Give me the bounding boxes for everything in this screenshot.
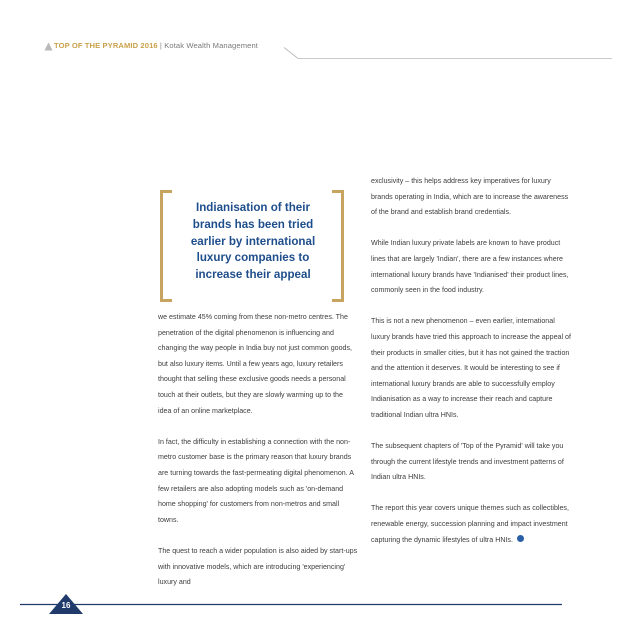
triangle-icon bbox=[44, 42, 53, 51]
paragraph: The subsequent chapters of 'Top of the Pyramid' will take you through the current lifestyle trends and investment patterns of Indian ultra HNIs. bbox=[371, 442, 564, 482]
paragraph: exclusivity – this helps address key imperatives for luxury brands operating in India, which are to increase the awareness of the brand and establish brand credentials. bbox=[371, 177, 569, 217]
pull-quote bbox=[160, 190, 346, 298]
text-column-right bbox=[371, 174, 571, 564]
pull-quote-text: Indianisation of their brands has been tried earlier by international luxury companies to increase their appeal bbox=[190, 201, 316, 282]
page-number: 16 bbox=[61, 601, 71, 610]
paragraph: The quest to reach a wider population is also aided by start-ups with innovative models, which are introducing 'experiencing' luxury and bbox=[158, 546, 358, 587]
paragraph-text: The report this year covers unique themes such as collectibles, renewable energy, succession planning and impact investment capturing the dynamic lifestyles of ultra HNIs. bbox=[371, 504, 569, 544]
header-title bbox=[54, 41, 258, 50]
text-column-left bbox=[158, 310, 358, 606]
header-separator: | bbox=[157, 41, 165, 50]
paragraph: This is not a new phenomenon – even earlier, international luxury brands have tried this approach to increase the appeal of their products in smaller cities, but it has not gained the traction and the attention it deserves. It would be interesting to see if international luxury brands are able to successfully employ Indianisation as a way to increase their reach and capture traditional Indian ultra HNIs. bbox=[371, 317, 571, 419]
paragraph: In fact, the difficulty in establishing a connection with the non-metro customer base is the primary reason that luxury brands are turning towards the fast-permeating digital phenomenon. A few retailers are also adopting models such as 'on-demand home shopping' for customers from non-metros and small towns. bbox=[158, 437, 354, 524]
quote-bracket-left bbox=[160, 190, 172, 302]
page-header bbox=[32, 38, 612, 62]
paragraph: While Indian luxury private labels are known to have product lines that are largely 'Indian', there are a few instances where international luxury brands have 'Indianised' their product lines, commonly seen in the food industry. bbox=[371, 239, 569, 295]
header-subtitle: Kotak Wealth Management bbox=[164, 41, 258, 50]
quote-bracket-right bbox=[332, 190, 344, 302]
paragraph-last bbox=[371, 501, 571, 548]
paragraph: we estimate 45% coming from these non-metro centres. The penetration of the digital phenomenon is influencing and changing the way people in India buy not just common goods, but also luxury items. Until a few years ago, luxury retailers thought that selling these exclusive goods needs a personal touch at their outlets, but they are slowly warming up to the idea of an online marketplace. bbox=[158, 313, 353, 415]
page-footer bbox=[0, 592, 638, 622]
end-of-article-icon bbox=[517, 535, 524, 542]
header-brand: TOP OF THE PYRAMID 2016 bbox=[54, 41, 158, 50]
